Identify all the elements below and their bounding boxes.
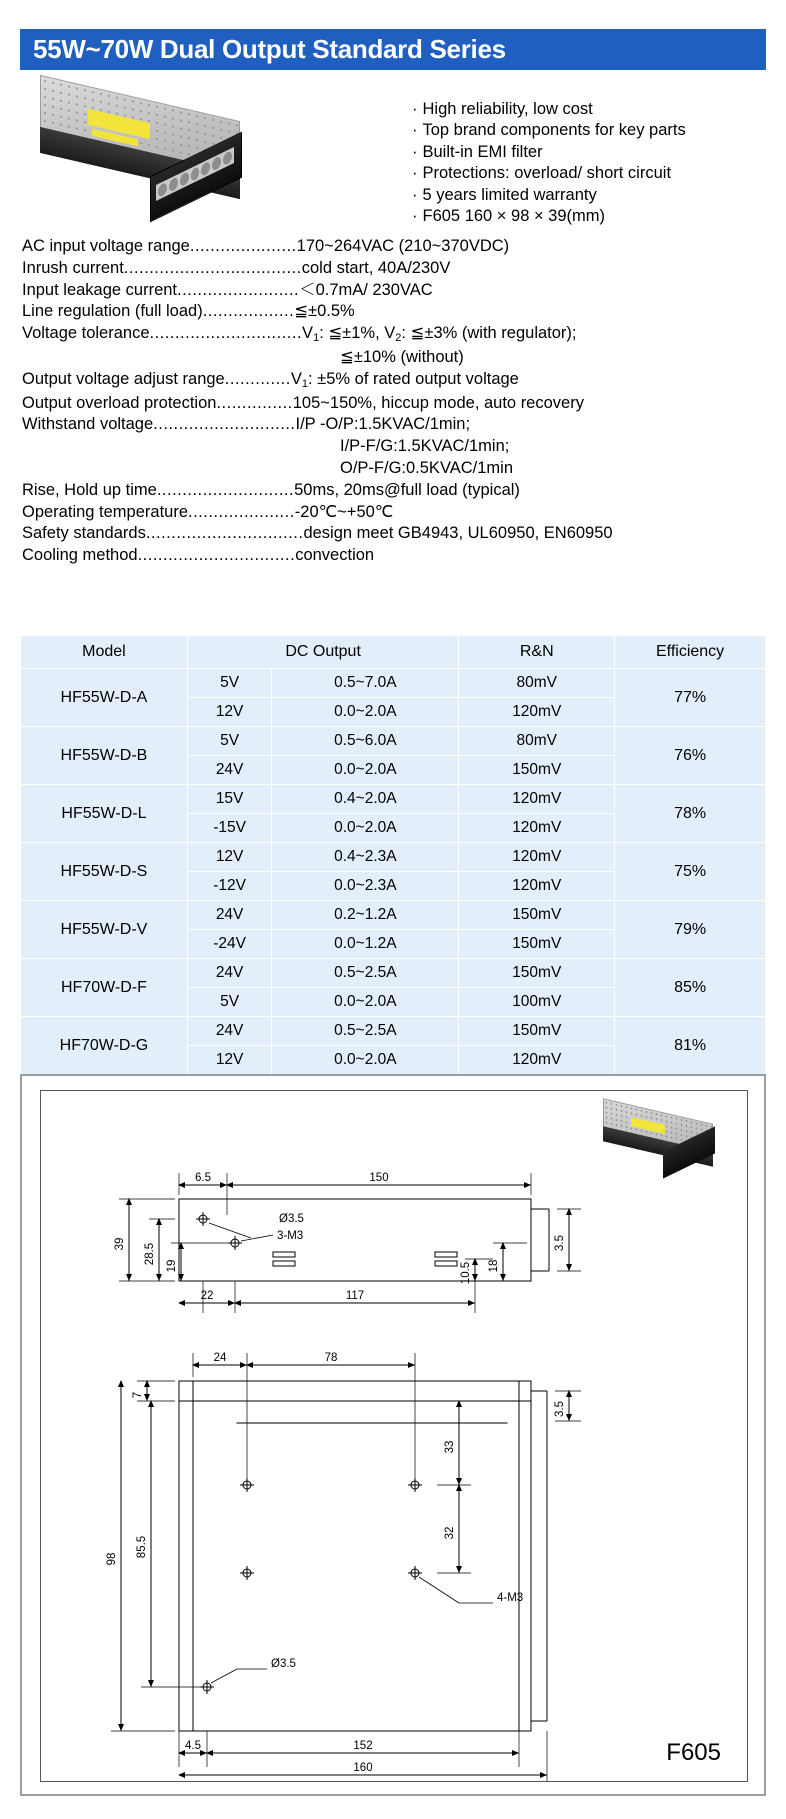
- dim-bot-78: 78: [324, 1352, 338, 1364]
- cell-output-voltage: -12V: [187, 872, 271, 901]
- dim-bot-3-5: 3.5: [554, 1401, 566, 1417]
- spec-leader-dots: ...............: [216, 393, 293, 412]
- product-photo: [32, 80, 302, 215]
- cell-output-voltage: 5V: [187, 669, 271, 698]
- cell-efficiency: 77%: [615, 669, 766, 727]
- feature-item: [412, 99, 686, 121]
- cell-efficiency: 76%: [615, 727, 766, 785]
- column-header-efficiency: Efficiency: [615, 636, 766, 669]
- drawing-model-tag: F605: [666, 1739, 721, 1766]
- dim-bot-85-5: 85.5: [136, 1535, 148, 1559]
- cell-efficiency: 75%: [615, 843, 766, 901]
- table-row: [21, 669, 766, 698]
- feature-label: Protections: overload/ short circuit: [422, 164, 672, 183]
- spec-value: design meet GB4943, UL60950, EN60950: [303, 524, 613, 543]
- cell-model: HF70W-D-F: [21, 959, 188, 1017]
- cell-ripple-noise: 120mV: [459, 698, 615, 727]
- bullet-icon: ·: [412, 142, 418, 161]
- cell-output-current: 0.0~2.0A: [272, 988, 459, 1017]
- table-header: [21, 636, 766, 669]
- spec-value-continuation: ≦±10% (without): [340, 347, 464, 366]
- cell-efficiency: 81%: [615, 1017, 766, 1075]
- cell-ripple-noise: 80mV: [459, 669, 615, 698]
- spec-label: Output voltage adjust range: [22, 369, 225, 388]
- dim-top-150: 150: [369, 1172, 389, 1184]
- callout-3-m3: 3-M3: [277, 1230, 304, 1242]
- cell-output-voltage: 12V: [187, 843, 271, 872]
- cell-output-current: 0.0~1.2A: [272, 930, 459, 959]
- cell-ripple-noise: 150mV: [459, 959, 615, 988]
- spec-label: Input leakage current: [22, 280, 178, 299]
- cell-model: HF55W-D-V: [21, 901, 188, 959]
- cell-model: HF55W-D-L: [21, 785, 188, 843]
- page-title: 55W~70W Dual Output Standard Series: [33, 34, 506, 64]
- dim-bot-24: 24: [213, 1352, 227, 1364]
- cell-output-current: 0.0~2.0A: [272, 756, 459, 785]
- dim-top-6-5: 6.5: [195, 1172, 211, 1184]
- spec-label: AC input voltage range: [22, 237, 190, 255]
- cell-output-voltage: 24V: [187, 1017, 271, 1046]
- spec-leader-dots: ..............................: [149, 324, 303, 343]
- column-header-dc-output: DC Output: [187, 636, 458, 669]
- cell-output-current: 0.0~2.0A: [272, 1046, 459, 1075]
- spec-leader-dots: ...............................: [145, 524, 304, 543]
- spec-value: ≦±0.5%: [294, 302, 355, 321]
- dim-top-3-5: 3.5: [554, 1235, 566, 1251]
- cell-ripple-noise: 100mV: [459, 988, 615, 1017]
- callout-4-m3: 4-M3: [497, 1592, 524, 1604]
- cell-efficiency: 78%: [615, 785, 766, 843]
- spec-leader-dots: .....................: [188, 502, 295, 521]
- dim-top-19: 19: [166, 1259, 178, 1273]
- spec-value: convection: [295, 546, 375, 565]
- cell-model: HF55W-D-A: [21, 669, 188, 727]
- table-row: [21, 727, 766, 756]
- cell-output-current: 0.5~2.5A: [272, 1017, 459, 1046]
- table-row: [21, 901, 766, 930]
- feature-label: Built-in EMI filter: [422, 142, 543, 161]
- dim-bot-7: 7: [132, 1391, 144, 1399]
- model-table-wrapper: [20, 635, 766, 1133]
- bullet-icon: ·: [412, 121, 418, 140]
- cell-output-voltage: 5V: [187, 988, 271, 1017]
- cell-ripple-noise: 120mV: [459, 1046, 615, 1075]
- dim-bot-4-5: 4.5: [185, 1740, 201, 1752]
- spec-label: Inrush current: [22, 258, 124, 277]
- cell-output-current: 0.5~6.0A: [272, 727, 459, 756]
- spec-value: 170~264VAC (210~370VDC): [296, 237, 510, 255]
- spec-label: Operating temperature: [22, 502, 189, 521]
- cell-ripple-noise: 120mV: [459, 843, 615, 872]
- spec-leader-dots: ............................: [153, 415, 296, 434]
- dim-top-117: 117: [345, 1290, 365, 1302]
- dim-bot-98: 98: [106, 1552, 118, 1566]
- cell-efficiency: 85%: [615, 959, 766, 1017]
- cell-ripple-noise: 120mV: [459, 872, 615, 901]
- spec-leader-dots: .....................: [189, 237, 297, 255]
- cell-ripple-noise: 120mV: [459, 785, 615, 814]
- spec-value-continuation: I/P-F/G:1.5KVAC/1min;: [340, 437, 510, 456]
- table-row: [21, 843, 766, 872]
- spec-label: Voltage tolerance: [22, 324, 150, 343]
- spec-row: [22, 369, 762, 393]
- cell-output-voltage: 24V: [187, 756, 271, 785]
- dim-top-22: 22: [200, 1290, 214, 1302]
- dim-top-28-5: 28.5: [144, 1242, 156, 1266]
- spec-row: [22, 393, 762, 415]
- cell-ripple-noise: 120mV: [459, 814, 615, 843]
- dim-top-39: 39: [114, 1237, 126, 1251]
- spec-leader-dots: ........................: [177, 280, 300, 299]
- cell-output-current: 0.5~2.5A: [272, 959, 459, 988]
- spec-row: [22, 323, 762, 347]
- cell-output-voltage: 24V: [187, 901, 271, 930]
- cell-output-current: 0.4~2.3A: [272, 843, 459, 872]
- callout-dia-3-5-bottom: Ø3.5: [271, 1658, 296, 1670]
- mechanical-drawing-panel: [20, 1074, 766, 1796]
- spec-value: cold start, 40A/230V: [301, 258, 451, 277]
- feature-label: 5 years limited warranty: [422, 185, 597, 204]
- spec-label: Cooling method: [22, 546, 138, 565]
- cell-ripple-noise: 80mV: [459, 727, 615, 756]
- spec-leader-dots: ..................: [202, 302, 295, 321]
- spec-row: [22, 258, 762, 280]
- spec-label: Rise, Hold up time: [22, 480, 157, 499]
- dim-bot-152: 152: [353, 1740, 373, 1752]
- spec-label: Output overload protection: [22, 393, 217, 412]
- cell-model: HF55W-D-S: [21, 843, 188, 901]
- feature-label: F605 160 × 98 × 39(mm): [422, 207, 606, 226]
- feature-item: [412, 163, 686, 185]
- cell-output-voltage: 5V: [187, 727, 271, 756]
- table-row: [21, 1017, 766, 1046]
- feature-item: [412, 120, 686, 142]
- bullet-icon: ·: [412, 185, 418, 204]
- spec-value-continuation: O/P-F/G:0.5KVAC/1min: [340, 458, 513, 477]
- spec-row: [22, 236, 762, 258]
- spec-label: Safety standards: [22, 524, 146, 543]
- table-row: [21, 959, 766, 988]
- spec-value: 105~150%, hiccup mode, auto recovery: [292, 393, 584, 412]
- column-header-rn: R&N: [459, 636, 615, 669]
- cell-output-voltage: -15V: [187, 814, 271, 843]
- cell-output-current: 0.0~2.3A: [272, 872, 459, 901]
- spec-row: [22, 280, 762, 302]
- cell-model: HF55W-D-B: [21, 727, 188, 785]
- cell-output-voltage: 12V: [187, 1046, 271, 1075]
- cell-model: HF70W-D-G: [21, 1017, 188, 1075]
- feature-item: [412, 142, 686, 164]
- dim-bot-32: 32: [444, 1526, 456, 1540]
- table-body: [21, 669, 766, 1133]
- table-header-row: [21, 636, 766, 669]
- spec-row: [22, 301, 762, 323]
- feature-list: [372, 99, 686, 229]
- spec-row: [22, 480, 762, 502]
- dim-top-18: 18: [488, 1259, 500, 1273]
- dim-top-10-5: 10.5: [460, 1261, 472, 1285]
- bullet-icon: ·: [412, 164, 418, 183]
- model-specification-table: [20, 635, 766, 1133]
- callout-dia-3-5-top: Ø3.5: [279, 1213, 304, 1225]
- spec-label: Withstand voltage: [22, 415, 154, 434]
- dim-bot-160: 160: [353, 1762, 373, 1774]
- cell-ripple-noise: 150mV: [459, 1017, 615, 1046]
- feature-label: High reliability, low cost: [422, 99, 593, 118]
- cell-output-voltage: 24V: [187, 959, 271, 988]
- cell-output-current: 0.0~2.0A: [272, 698, 459, 727]
- cell-output-voltage: 15V: [187, 785, 271, 814]
- spec-value: I/P -O/P:1.5KVAC/1min;: [295, 415, 471, 434]
- cell-output-voltage: -24V: [187, 930, 271, 959]
- spec-row: [22, 502, 762, 524]
- spec-row: [22, 414, 762, 436]
- bullet-icon: ·: [412, 99, 418, 118]
- spec-value: ＜0.7mA/ 230VAC: [299, 280, 433, 299]
- dimension-drawing-svg: [41, 1091, 749, 1783]
- cell-ripple-noise: 150mV: [459, 756, 615, 785]
- cell-ripple-noise: 150mV: [459, 930, 615, 959]
- feature-item: [412, 206, 686, 228]
- specifications-list: [22, 236, 762, 567]
- spec-value: -20℃~+50℃: [294, 502, 394, 521]
- bullet-icon: ·: [412, 207, 418, 226]
- spec-leader-dots: ...............................: [137, 546, 296, 565]
- spec-label: Line regulation (full load): [22, 302, 203, 321]
- dim-bot-33: 33: [444, 1440, 456, 1454]
- feature-label: Top brand components for key parts: [422, 121, 686, 140]
- cell-efficiency: 79%: [615, 901, 766, 959]
- spec-row: [22, 545, 762, 567]
- table-row: [21, 785, 766, 814]
- feature-item: [412, 185, 686, 207]
- cell-output-current: 0.4~2.0A: [272, 785, 459, 814]
- spec-leader-dots: ...................................: [123, 258, 302, 277]
- cell-ripple-noise: 150mV: [459, 901, 615, 930]
- cell-output-current: 0.0~2.0A: [272, 814, 459, 843]
- cell-output-voltage: 12V: [187, 698, 271, 727]
- spec-value: $V_1$: ≦±1%, $V_2$: ≦±3% (with regulator);: [302, 324, 577, 345]
- cell-output-current: 0.2~1.2A: [272, 901, 459, 930]
- spec-value: 50ms, 20ms@full load (typical): [294, 480, 520, 499]
- spec-leader-dots: ...........................: [156, 480, 295, 499]
- drawing-frame: [40, 1090, 748, 1782]
- page-header-banner: [20, 29, 766, 70]
- spec-row: [22, 523, 762, 545]
- spec-value: $V_1$: ±5% of rated output voltage: [290, 369, 519, 390]
- spec-leader-dots: .............: [224, 369, 291, 388]
- column-header-model: Model: [21, 636, 188, 669]
- cell-output-current: 0.5~7.0A: [272, 669, 459, 698]
